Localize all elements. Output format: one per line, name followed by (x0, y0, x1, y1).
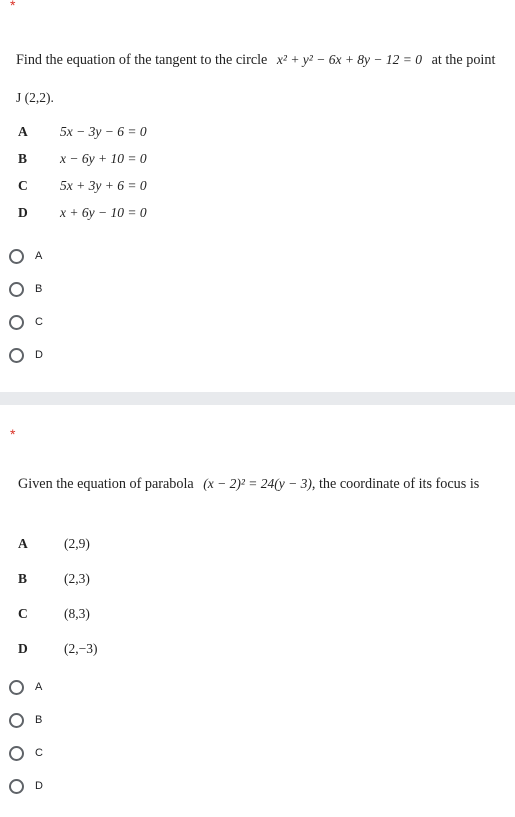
option-expression: (2,9) (64, 536, 90, 551)
radio-label: D (35, 780, 43, 792)
option-expression: x − 6y + 10 = 0 (60, 151, 147, 166)
radio-option-a[interactable] (9, 675, 42, 699)
radio-label: B (35, 283, 43, 295)
option-expression: (8,3) (64, 606, 90, 621)
option-letter: D (18, 641, 28, 656)
option-letter: A (18, 536, 28, 551)
radio-button[interactable] (9, 282, 24, 297)
option-expression: 5x + 3y + 6 = 0 (60, 178, 147, 193)
question-card-2 (0, 405, 515, 817)
question-text-before: Find the equation of the tangent to the circle (16, 52, 268, 68)
question-text-after: , the coordinate of its focus is (311, 476, 480, 492)
radio-button[interactable] (9, 680, 24, 695)
radio-option-c[interactable] (9, 310, 43, 334)
option-letter: C (18, 178, 28, 193)
question-equation: x² + y² − 6x + 8y − 12 = 0 (276, 52, 423, 67)
radio-button[interactable] (9, 746, 24, 761)
radio-label: A (35, 681, 43, 693)
radio-label: B (35, 714, 43, 726)
option-letter: B (18, 571, 28, 586)
question-text (16, 52, 495, 69)
question-text (18, 476, 479, 493)
radio-option-c[interactable] (9, 741, 43, 765)
radio-option-a[interactable] (9, 244, 42, 268)
question-equation: (x − 2)² = 24(y − 3) (203, 476, 312, 491)
question-text-before: Given the equation of parabola (18, 476, 194, 492)
option-expression: (2,3) (64, 571, 90, 586)
radio-label: D (35, 349, 43, 361)
question-point: J (2,2). (16, 90, 54, 105)
radio-button[interactable] (9, 713, 24, 728)
radio-option-d[interactable] (9, 774, 43, 798)
radio-label: A (35, 250, 43, 262)
required-asterisk: * (10, 0, 16, 13)
option-letter: C (18, 606, 28, 621)
radio-option-b[interactable] (9, 708, 42, 732)
question-text-after: at the point (431, 52, 496, 68)
option-letter: B (18, 151, 28, 166)
option-expression: 5x − 3y − 6 = 0 (60, 124, 147, 139)
option-letter: A (18, 124, 28, 139)
radio-button[interactable] (9, 779, 24, 794)
card-separator (0, 392, 515, 405)
question-card-1 (0, 0, 515, 392)
radio-button[interactable] (9, 315, 24, 330)
radio-option-b[interactable] (9, 277, 42, 301)
radio-label: C (35, 316, 43, 328)
radio-button[interactable] (9, 348, 24, 363)
radio-option-d[interactable] (9, 343, 43, 367)
radio-button[interactable] (9, 249, 24, 264)
radio-label: C (35, 747, 43, 759)
option-letter: D (18, 205, 28, 220)
required-asterisk: * (10, 426, 16, 442)
option-expression: x + 6y − 10 = 0 (60, 205, 147, 220)
option-expression: (2,−3) (64, 641, 98, 656)
